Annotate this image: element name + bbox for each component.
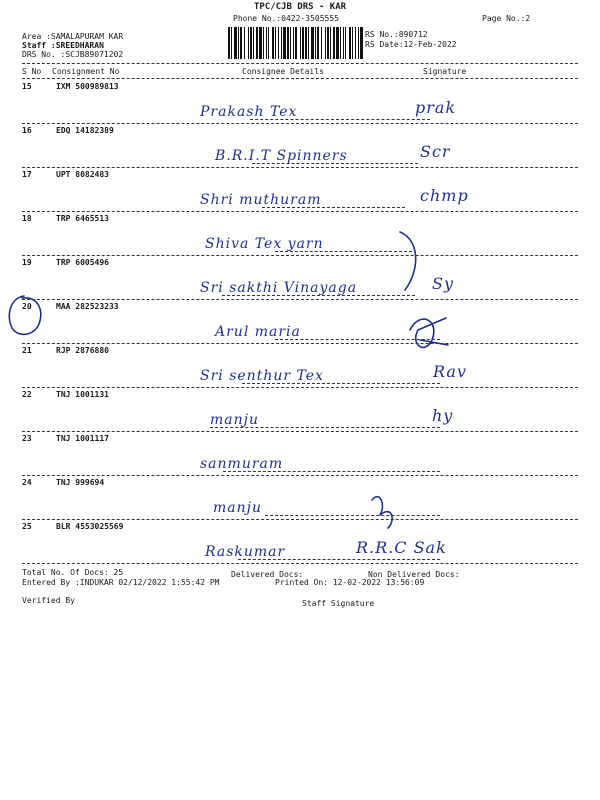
circle-mark-row-20 [4, 292, 44, 338]
page-number: Page No.:2 [482, 14, 531, 23]
row-serial-number: 23 [22, 434, 32, 443]
row-consignee-handwritten: Sri sakthi Vinayaga [200, 280, 358, 296]
row-signature: Rav [433, 362, 467, 381]
non-delivered-docs: Non Delivered Docs: [368, 570, 460, 579]
phone-number: Phone No.:0422-3505555 [233, 14, 339, 23]
row-signature: prak [415, 98, 457, 117]
rs-date: RS Date:12-Feb-2022 [365, 40, 457, 49]
row-consignment-number: TNJ 1001131 [56, 390, 109, 399]
drs-number: DRS No. :SCJB89071202 [22, 50, 124, 59]
row-signature: chmp [420, 186, 469, 205]
row-serial-number: 24 [22, 478, 32, 487]
row-signature: hy [432, 406, 454, 425]
row-consignee-handwritten: manju [213, 500, 262, 516]
row-consignment-number: BLR 4553025569 [56, 522, 124, 531]
row-consignee-handwritten: Arul maria [215, 324, 301, 340]
row-serial-number: 22 [22, 390, 32, 399]
row-consignment-number: RJP 2876880 [56, 346, 109, 355]
row-serial-number: 17 [22, 170, 32, 179]
row-consignee-handwritten: B.R.I.T Spinners [215, 148, 348, 164]
row-consignee-handwritten: Shri muthuram [200, 192, 322, 208]
col-sno-header: S No [22, 67, 42, 76]
staff-label: Staff :SREEDHARAN [22, 41, 104, 50]
delivered-docs: Delivered Docs: [231, 570, 304, 579]
row-serial-number: 19 [22, 258, 32, 267]
row-consignment-number: UPT 8082483 [56, 170, 109, 179]
row-consignment-number: TRP 6005496 [56, 258, 109, 267]
row-signature: Sy [432, 274, 454, 293]
row-consignment-number: TNJ 1001117 [56, 434, 109, 443]
row-consignee-handwritten: sanmuram [200, 456, 284, 472]
row-consignment-number: IXM 500989813 [56, 82, 119, 91]
row-consignee-handwritten: Sri senthur Tex [200, 368, 324, 384]
col-signature-header: Signature [423, 67, 467, 76]
row-consignee-handwritten: manju [210, 412, 259, 428]
row-consignee-handwritten: Prakash Tex [200, 104, 298, 120]
row-serial-number: 16 [22, 126, 32, 135]
printed-on: Printed On: 12-02-2022 13:56:09 [275, 578, 425, 587]
row-serial-number: 18 [22, 214, 32, 223]
row-consignee-handwritten: Raskumar [205, 544, 286, 560]
row-serial-number: 21 [22, 346, 32, 355]
row-signature: R.R.C Sak [356, 538, 447, 557]
row-serial-number: 15 [22, 82, 32, 91]
row-serial-number: 20 [22, 302, 32, 311]
entered-by: Entered By :INDUKAR 02/12/2022 1:55:42 PM [22, 578, 220, 587]
verified-by: Verified By [22, 596, 75, 605]
area-label: Area :SAMALAPURAM KAR [22, 32, 124, 41]
row-consignment-number: TNJ 999694 [56, 478, 105, 487]
col-consignee-header: Consignee Details [242, 67, 324, 76]
document-title: TPC/CJB DRS - KAR [253, 2, 347, 12]
total-docs: Total No. Of Docs: 25 [22, 568, 124, 577]
staff-signature: Staff Signature [302, 599, 375, 608]
row-consignment-number: MAA 282523233 [56, 302, 119, 311]
row-consignee-handwritten: Shiva Tex yarn [205, 236, 324, 252]
col-consignment-header: Consignment No [52, 67, 120, 76]
rs-number: RS No.:890712 [365, 30, 428, 39]
row-signature: Scr [420, 142, 451, 161]
row-consignment-number: EDQ 14182389 [56, 126, 114, 135]
row-serial-number: 25 [22, 522, 32, 531]
row-consignment-number: TRP 6465513 [56, 214, 109, 223]
